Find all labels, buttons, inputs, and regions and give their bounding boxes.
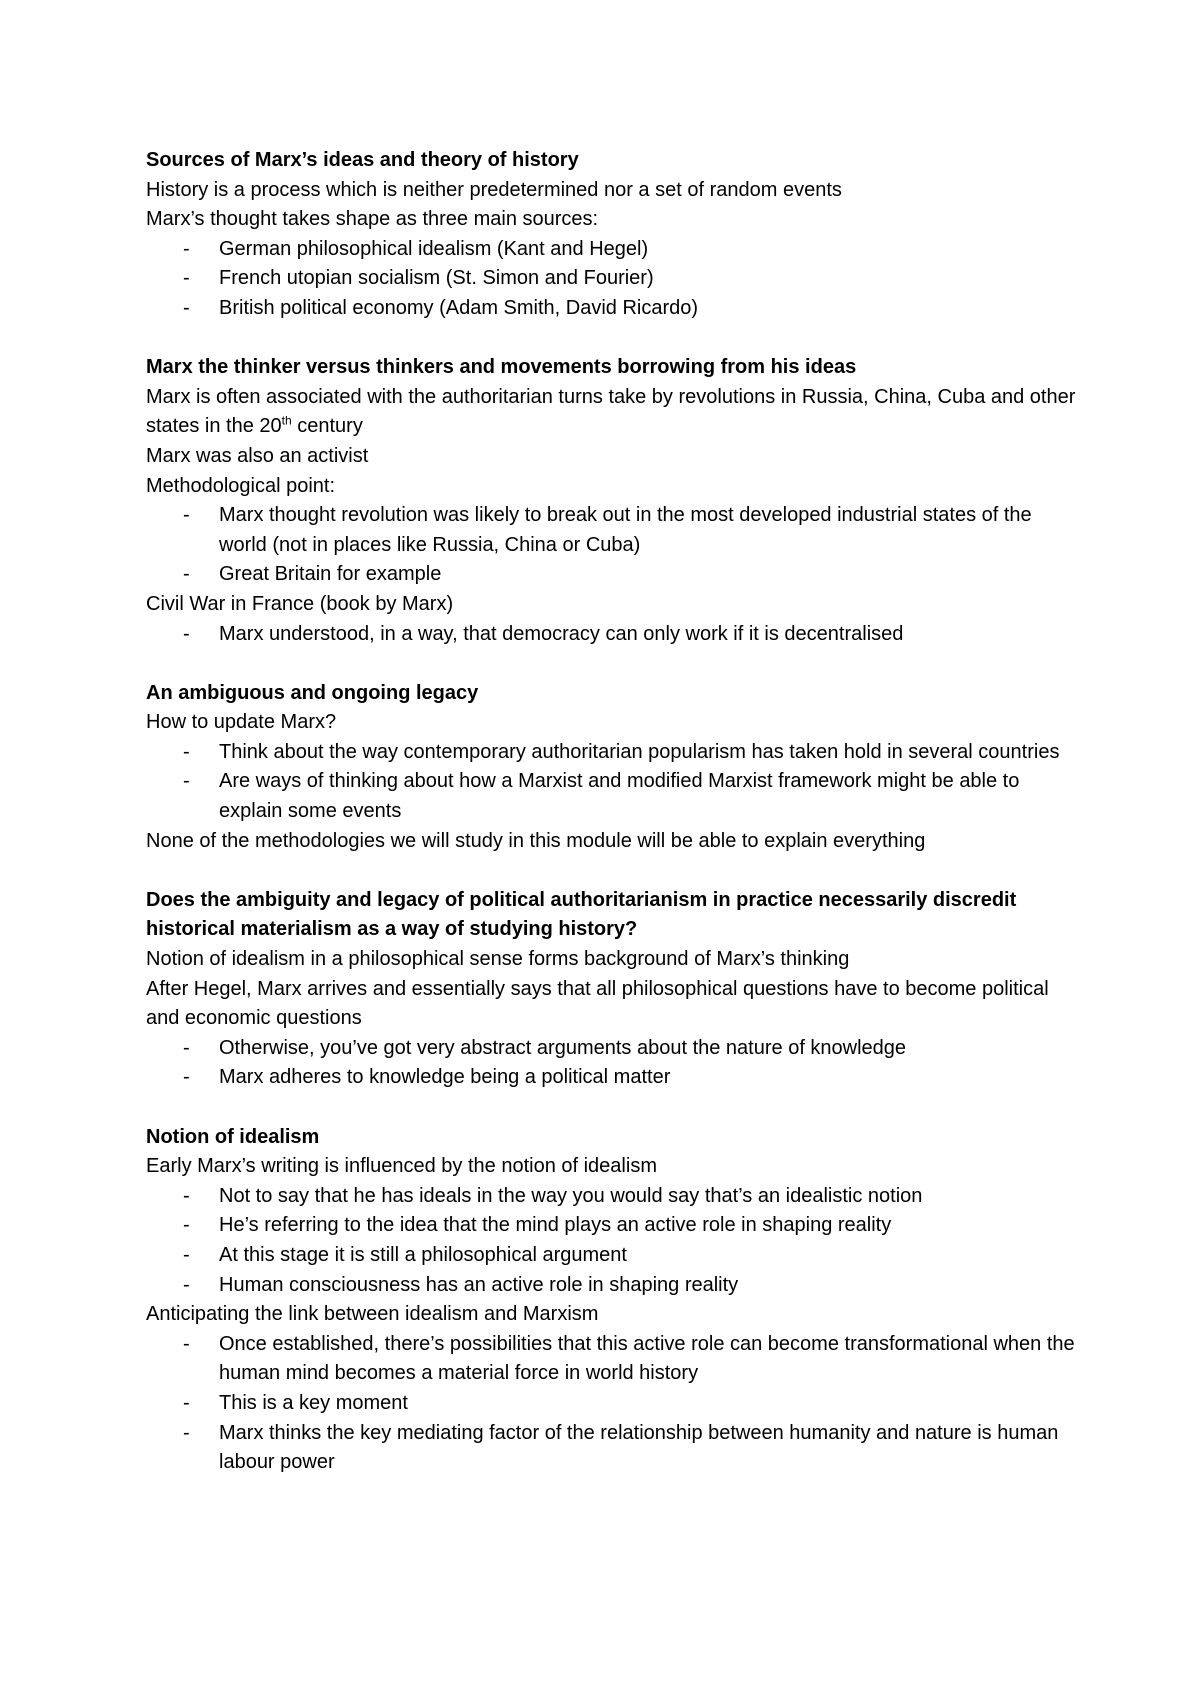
bullet-item <box>146 1211 1076 1241</box>
section <box>146 886 1076 1093</box>
bullet-item <box>146 264 1076 294</box>
bullet-dash: - <box>183 1036 190 1059</box>
bullet-item <box>146 1182 1076 1212</box>
bullet-dash: - <box>183 504 190 527</box>
paragraph-text: Marx is often associated with the authoritarian turns take by revolutions in Russia, China, Cuba and other states in the 20 <box>146 385 1076 438</box>
bullet-text: He’s referring to the idea that the mind plays an active role in shaping reality <box>219 1214 892 1237</box>
superscript: th <box>281 413 292 428</box>
bullet-dash: - <box>183 563 190 586</box>
paragraph <box>146 975 1076 1034</box>
section-heading: Sources of Marx’s ideas and theory of history <box>146 149 579 171</box>
bullet-dash: - <box>183 1243 190 1266</box>
bullet-dash: - <box>183 622 190 645</box>
bullet-item <box>146 294 1076 324</box>
bullet-item <box>146 620 1076 650</box>
paragraph <box>146 383 1076 442</box>
paragraph <box>146 472 1076 502</box>
bullet-dash: - <box>183 1421 190 1444</box>
section-heading: An ambiguous and ongoing legacy <box>146 681 479 704</box>
bullet-text: Are ways of thinking about how a Marxist and modified Marxist framework might be able to explain some events <box>219 770 1020 823</box>
paragraph-text: History is a process which is neither predetermined nor a set of random events <box>146 178 842 201</box>
paragraph <box>146 945 1076 975</box>
bullet-text: Not to say that he has ideals in the way you would say that’s an idealistic notion <box>219 1184 923 1207</box>
bullet-item <box>146 738 1076 768</box>
paragraph <box>146 205 1076 235</box>
bullet-item <box>146 1419 1076 1478</box>
paragraph <box>146 442 1076 472</box>
bullet-item <box>146 767 1076 826</box>
paragraph <box>146 590 1076 620</box>
bullet-dash: - <box>183 1391 190 1414</box>
bullet-text: German philosophical idealism (Kant and Hegel) <box>219 237 649 260</box>
section-spacer <box>146 324 1076 354</box>
bullet-item <box>146 1330 1076 1389</box>
paragraph-text: None of the methodologies we will study in this module will be able to explain everything <box>146 829 926 852</box>
paragraph-text: How to update Marx? <box>146 711 337 734</box>
bullet-text: Marx adheres to knowledge being a political matter <box>219 1066 671 1089</box>
section <box>146 1123 1076 1478</box>
bullet-text: Great Britain for example <box>219 563 442 586</box>
section-heading: Does the ambiguity and legacy of political authoritarianism in practice necessarily discredit historical materialism as a way of studying history? <box>146 888 1017 941</box>
paragraph <box>146 176 1076 206</box>
bullet-dash: - <box>183 1214 190 1237</box>
paragraph-text: Civil War in France (book by Marx) <box>146 592 454 615</box>
bullet-text: Marx understood, in a way, that democracy can only work if it is decentralised <box>219 622 904 645</box>
bullet-item <box>146 1241 1076 1271</box>
bullet-item <box>146 560 1076 590</box>
paragraph-text: After Hegel, Marx arrives and essentially says that all philosophical questions have to become political and economic questions <box>146 977 1049 1030</box>
bullet-text: Once established, there’s possibilities that this active role can become transformational when the human mind becomes a material force in world history <box>219 1332 1075 1385</box>
bullet-dash: - <box>183 296 190 319</box>
document-body <box>146 146 1076 1478</box>
section-spacer <box>146 1093 1076 1123</box>
paragraph-text: Methodological point: <box>146 474 336 497</box>
section-heading: Marx the thinker versus thinkers and movements borrowing from his ideas <box>146 356 857 379</box>
bullet-text: Otherwise, you’ve got very abstract arguments about the nature of knowledge <box>219 1036 907 1059</box>
bullet-dash: - <box>183 770 190 793</box>
bullet-dash: - <box>183 1184 190 1207</box>
bullet-text: Think about the way contemporary authoritarian popularism has taken hold in several countries <box>219 740 1060 763</box>
bullet-item <box>146 235 1076 265</box>
bullet-text: Marx thinks the key mediating factor of the relationship between humanity and nature is human labour power <box>219 1421 1059 1474</box>
bullet-dash: - <box>183 1332 190 1355</box>
bullet-item <box>146 1271 1076 1301</box>
paragraph-text: Notion of idealism in a philosophical sense forms background of Marx’s thinking <box>146 948 850 971</box>
paragraph <box>146 1300 1076 1330</box>
section-spacer <box>146 856 1076 886</box>
section <box>146 353 1076 649</box>
bullet-item <box>146 1063 1076 1093</box>
bullet-item <box>146 1034 1076 1064</box>
bullet-item <box>146 1389 1076 1419</box>
bullet-dash: - <box>183 237 190 260</box>
paragraph-text: Early Marx’s writing is influenced by the notion of idealism <box>146 1155 657 1178</box>
bullet-text: Marx thought revolution was likely to break out in the most developed industrial states of the world (not in places like Russia, China or Cuba) <box>219 504 1032 556</box>
paragraph-text: Marx’s thought takes shape as three main sources: <box>146 208 599 231</box>
bullet-text: This is a key moment <box>219 1391 408 1414</box>
bullet-dash: - <box>183 1273 190 1296</box>
bullet-dash: - <box>183 267 190 290</box>
bullet-text: French utopian socialism (St. Simon and Fourier) <box>219 267 654 290</box>
paragraph <box>146 708 1076 738</box>
section <box>146 679 1076 857</box>
bullet-text: At this stage it is still a philosophical argument <box>219 1243 627 1266</box>
bullet-item <box>146 501 1076 560</box>
paragraph-text: Anticipating the link between idealism and Marxism <box>146 1303 599 1326</box>
bullet-dash: - <box>183 1066 190 1089</box>
bullet-text: Human consciousness has an active role in shaping reality <box>219 1273 739 1296</box>
section <box>146 146 1076 324</box>
section-spacer <box>146 649 1076 679</box>
paragraph <box>146 827 1076 857</box>
paragraph-text-after: century <box>291 415 363 438</box>
bullet-dash: - <box>183 740 190 763</box>
paragraph <box>146 1152 1076 1182</box>
bullet-text: British political economy (Adam Smith, David Ricardo) <box>219 296 699 319</box>
section-heading: Notion of idealism <box>146 1125 320 1148</box>
paragraph-text: Marx was also an activist <box>146 444 369 467</box>
